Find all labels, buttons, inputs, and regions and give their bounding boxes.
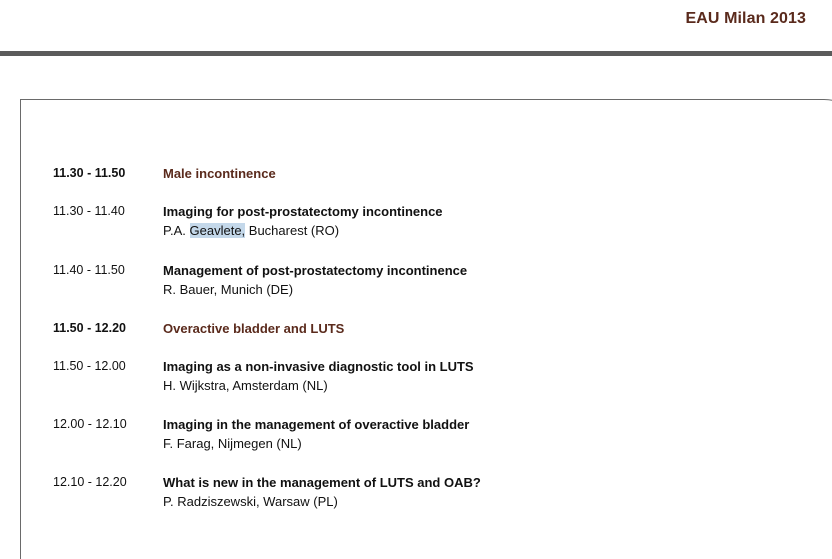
speaker-suffix: Bucharest (RO) (245, 223, 340, 238)
page-header-title: EAU Milan 2013 (685, 10, 806, 27)
talk-speaker (163, 221, 443, 240)
session-entry (163, 319, 344, 338)
session-time: 11.30 - 11.50 (53, 166, 126, 180)
talk-title: What is new in the management of LUTS and OAB? (163, 475, 481, 490)
talk-title: Imaging for post-prostatectomy incontinence (163, 204, 443, 219)
talk-speaker: R. Bauer, Munich (DE) (163, 282, 294, 297)
session-entry (163, 164, 276, 183)
talk-time: 11.50 - 12.00 (53, 359, 126, 373)
talk-title: Management of post-prostatectomy incontinence (163, 263, 468, 278)
selected-text-highlight[interactable]: Geavlete, (189, 223, 246, 238)
session-title: Male incontinence (163, 166, 276, 181)
talk-title: Imaging in the management of overactive bladder (163, 417, 470, 432)
talk-time: 11.40 - 11.50 (53, 263, 125, 277)
session-title: Overactive bladder and LUTS (163, 321, 345, 336)
talk-entry (163, 357, 474, 395)
session-time: 11.50 - 12.20 (53, 321, 126, 335)
talk-entry (163, 202, 443, 240)
talk-speaker: H. Wijkstra, Amsterdam (NL) (163, 378, 328, 393)
talk-entry (163, 261, 467, 299)
talk-entry (163, 473, 481, 511)
speaker-prefix: P.A. (163, 223, 190, 238)
talk-speaker: P. Radziszewski, Warsaw (PL) (163, 494, 338, 509)
talk-entry (163, 415, 469, 453)
talk-title: Imaging as a non-invasive diagnostic tool in LUTS (163, 359, 474, 374)
talk-time: 11.30 - 11.40 (53, 204, 125, 218)
header-divider (0, 51, 832, 56)
talk-time: 12.00 - 12.10 (53, 417, 127, 431)
talk-time: 12.10 - 12.20 (53, 475, 127, 489)
talk-speaker: F. Farag, Nijmegen (NL) (163, 436, 302, 451)
